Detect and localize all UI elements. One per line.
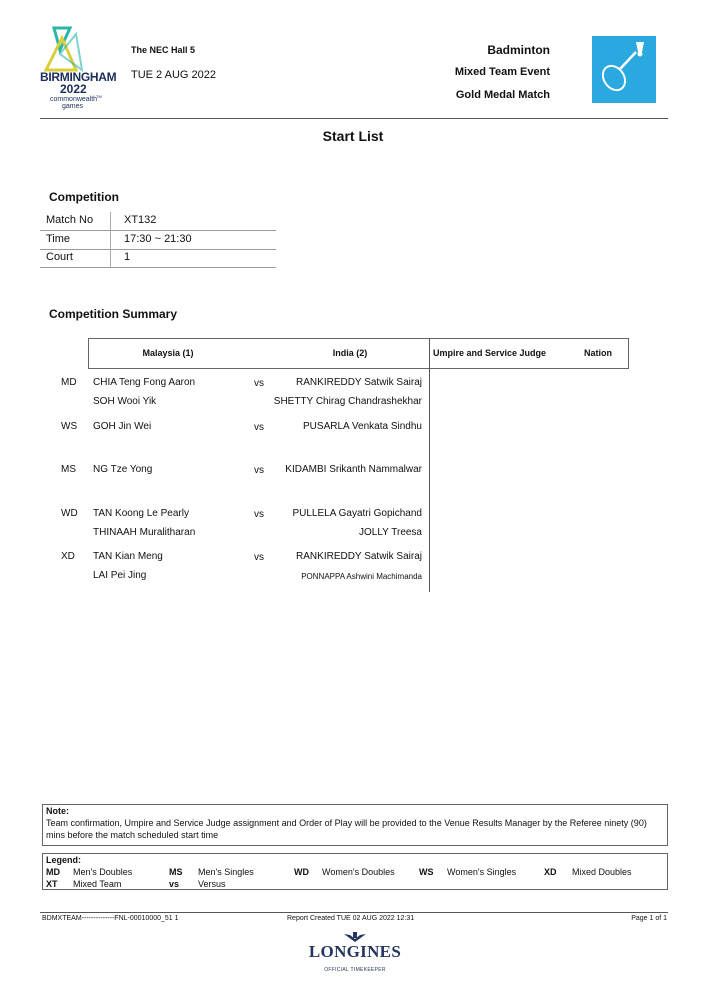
legend-label: Men's Doubles: [73, 867, 133, 877]
logo-tm: TM: [96, 94, 102, 99]
versus-label: vs: [254, 509, 264, 520]
legend-code: MS: [169, 867, 183, 877]
games-logo: [36, 24, 116, 112]
competition-row-divider: [40, 230, 276, 231]
event-date: TUE 2 AUG 2022: [131, 69, 216, 81]
team1-player: THINAAH Muralitharan: [93, 527, 196, 538]
competition-value: 1: [124, 251, 131, 263]
footer-rule: [40, 912, 668, 913]
team1-player: TAN Koong Le Pearly: [93, 508, 189, 519]
team1-player: NG Tze Yong: [93, 464, 153, 475]
team1-player: TAN Kian Meng: [93, 551, 163, 562]
competition-value: 17:30 ~ 21:30: [124, 233, 192, 245]
logo-org: commonwealth: [50, 96, 98, 103]
match-code: MD: [61, 377, 77, 388]
competition-label: Court: [46, 251, 73, 263]
team2-player: RANKIREDDY Satwik Sairaj: [296, 377, 422, 388]
team1-player: SOH Wooi Yik: [93, 396, 157, 407]
legend-label: Women's Doubles: [322, 867, 395, 877]
logo-year: 2022: [60, 82, 87, 96]
match-code: XD: [61, 551, 75, 562]
note-title: Note:: [46, 806, 69, 816]
legend-label: Mixed Team: [73, 879, 122, 889]
legend-code: XD: [544, 867, 557, 877]
legend-label: Mixed Doubles: [572, 867, 632, 877]
report-created: Report Created TUE 02 AUG 2022 12:31: [287, 915, 415, 922]
games-logo-mark-icon: [36, 24, 116, 74]
logo-games: games: [62, 103, 84, 110]
versus-label: vs: [254, 422, 264, 433]
legend-title: Legend:: [46, 855, 81, 865]
legend-label: Men's Singles: [198, 867, 254, 877]
legend-code: vs: [169, 879, 180, 889]
nation-header: Nation: [584, 348, 612, 358]
legend-code: XT: [46, 879, 58, 889]
competition-label: Time: [46, 233, 71, 245]
competition-label: Match No: [46, 214, 94, 226]
match-code: WS: [61, 421, 78, 432]
venue: The NEC Hall 5: [131, 45, 196, 55]
team2-player: KIDAMBI Srikanth Nammalwar: [285, 464, 422, 475]
team2-player: SHETTY Chirag Chandrashekhar: [273, 396, 422, 407]
team2-player: JOLLY Treesa: [359, 527, 422, 538]
team2-player: PUSARLA Venkata Sindhu: [303, 421, 422, 432]
sponsor-name: LONGINES: [308, 942, 402, 961]
competition-value: XT132: [124, 214, 157, 226]
logo-city: BIRMINGHAM: [40, 70, 117, 84]
legend-code: WD: [294, 867, 309, 877]
legend-code: MD: [46, 867, 60, 877]
document-title: Start List: [322, 128, 384, 144]
document-code: BDMXTEAM--------------FNL-00010000_51 1: [42, 915, 179, 922]
team1-player: CHIA Teng Fong Aaron: [93, 377, 196, 388]
competition-row-divider: [40, 267, 276, 268]
competition-row-divider: [40, 249, 276, 250]
badminton-pictogram-icon: [592, 36, 656, 103]
team2-player: PULLELA Gayatri Gopichand: [292, 508, 422, 519]
team2-player: PONNAPPA Ashwini Machimanda: [301, 572, 422, 581]
summary-heading: Competition Summary: [49, 307, 178, 321]
competition-col-divider: [110, 212, 111, 267]
sport-name: Badminton: [487, 43, 550, 57]
phase-name: Gold Medal Match: [455, 89, 550, 101]
match-code: MS: [61, 464, 76, 475]
event-name: Mixed Team Event: [454, 66, 550, 78]
legend-code: WS: [419, 867, 434, 877]
umpire-header: Umpire and Service Judge: [433, 348, 547, 358]
umpire-column-divider: [429, 369, 430, 592]
team2-header: India (2): [332, 348, 368, 358]
versus-label: vs: [254, 552, 264, 563]
versus-label: vs: [254, 465, 264, 476]
competition-heading: Competition: [49, 190, 119, 204]
team1-header: Malaysia (1): [142, 348, 194, 358]
versus-label: vs: [254, 378, 264, 389]
team1-player: GOH Jin Wei: [93, 421, 152, 432]
page-number: Page 1 of 1: [631, 915, 667, 922]
sponsor-tag: OFFICIAL TIMEKEEPER: [324, 967, 386, 973]
team1-player: LAI Pei Jing: [93, 570, 147, 581]
match-code: WD: [61, 508, 78, 519]
legend-label: Women's Singles: [447, 867, 517, 877]
legend-label: Versus: [198, 879, 226, 889]
header-rule: [40, 118, 668, 119]
note-text: Team confirmation, Umpire and Service Judge assignment and Order of Play will be provided to the Venue Results Manager by the Referee ninety (90) mins before the match scheduled start time: [46, 818, 647, 840]
team2-player: RANKIREDDY Satwik Sairaj: [296, 551, 422, 562]
longines-logo: [280, 930, 430, 978]
